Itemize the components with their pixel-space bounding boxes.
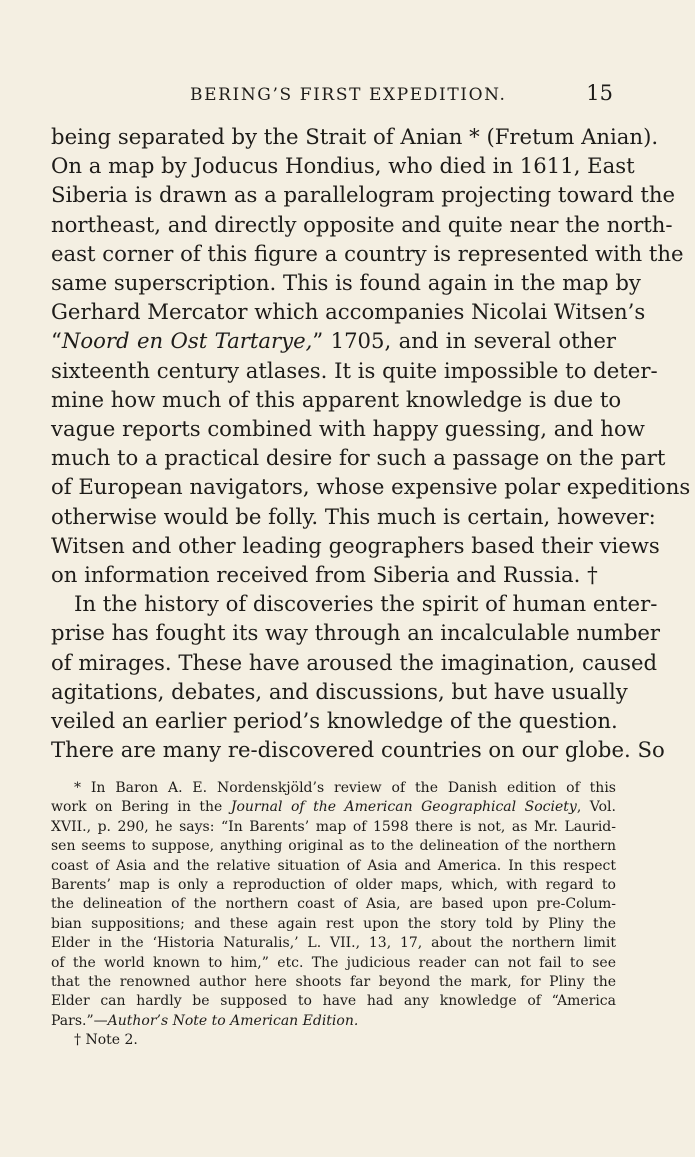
body-line: of mirages. These have aroused the imagination, caused — [51, 649, 658, 675]
body-line: vague reports combined with happy guessing, and how — [51, 416, 645, 442]
footnote-line-italic-note: Pars.”—Author’s Note to American Edition. — [51, 1012, 359, 1029]
body-line: being separated by the Strait of Anian * (Fretum Anian). — [51, 124, 659, 149]
body-line: east corner of this figure a country is represented with the — [51, 240, 684, 266]
body-line: mine how much of this apparent knowledge is due to — [51, 386, 622, 412]
footnote-line: Elder in the ‘Historia Naturalis,’ L. VII., 13, 17, about the northern limit — [51, 935, 616, 952]
body-line-paragraph-start: In the history of discoveries the spirit of human enter- — [74, 591, 658, 617]
footnote-line: of the world known to him,” etc. The judicious reader can not fail to see — [51, 954, 616, 971]
body-line: agitations, debates, and discussions, but have usually — [51, 678, 628, 704]
footnote-line: that the renowned author here shoots far beyond the mark, for Pliny the — [51, 974, 616, 991]
body-line: northeast, and directly opposite and quite near the north- — [51, 211, 673, 237]
main-text-block — [51, 122, 691, 764]
body-line-italic-title: “Noord en Ost Tartarye,” 1705, and in several other — [51, 328, 616, 354]
body-line: otherwise would be folly. This much is certain, however: — [51, 503, 656, 529]
body-line: Siberia is drawn as a parallelogram projecting toward the — [51, 182, 676, 208]
footnote-line: XVII., p. 290, he says: “In Barents’ map of 1598 there is not, as Mr. Laurid- — [51, 818, 616, 835]
italic-run: Noord en Ost Tartarye, — [61, 328, 313, 354]
body-line: On a map by Joducus Hondius, who died in 1611, East — [51, 153, 635, 179]
body-line: There are many re-discovered countries on our globe. So — [51, 737, 665, 763]
footnote-line: coast of Asia and the relative situation of Asia and America. In this respect — [51, 857, 616, 874]
running-header — [0, 80, 695, 110]
footnote-line: † Note 2. — [74, 1032, 138, 1049]
body-line: Witsen and other leading geographers based their views — [51, 532, 660, 558]
body-line: of European navigators, whose expensive polar expeditions — [51, 474, 691, 500]
running-title: BERING’S FIRST EXPEDITION. — [190, 85, 507, 105]
italic-run: Journal of the American Geographical Society — [230, 799, 577, 816]
body-line: veiled an earlier period’s knowledge of the question. — [51, 708, 618, 734]
body-line: much to a practical desire for such a passage on the part — [51, 445, 666, 471]
footnote-line: Elder can hardly be supposed to have had any knowledge of “America — [51, 993, 616, 1010]
footnote-line: bian suppositions; and these again rest upon the story told by Pliny the — [51, 915, 616, 932]
body-line: same superscription. This is found again in the map by — [51, 270, 641, 296]
footnote-line: * In Baron A. E. Nordenskjöld’s review of the Danish edition of this — [74, 780, 616, 796]
italic-run: Author’s Note to American Edition. — [107, 1012, 359, 1029]
body-line: prise has fought its way through an incalculable number — [51, 620, 661, 646]
body-line: Gerhard Mercator which accompanies Nicolai Witsen’s — [51, 299, 646, 325]
footnote-line: Barents’ map is only a reproduction of older maps, which, with regard to — [51, 877, 616, 894]
page-number: 15 — [586, 81, 613, 105]
footnote-line-italic-journal: work on Bering in the Journal of the American Geographical Society, Vol. — [51, 799, 616, 816]
footnote-line: sen seems to suppose, anything original as to the delineation of the northern — [51, 838, 616, 855]
footnotes-block — [51, 779, 616, 1051]
body-line: on information received from Siberia and Russia. † — [51, 562, 598, 588]
footnote-line: the delineation of the northern coast of Asia, are based upon pre-Colum- — [51, 896, 616, 913]
body-line: sixteenth century atlases. It is quite impossible to deter- — [51, 357, 658, 383]
